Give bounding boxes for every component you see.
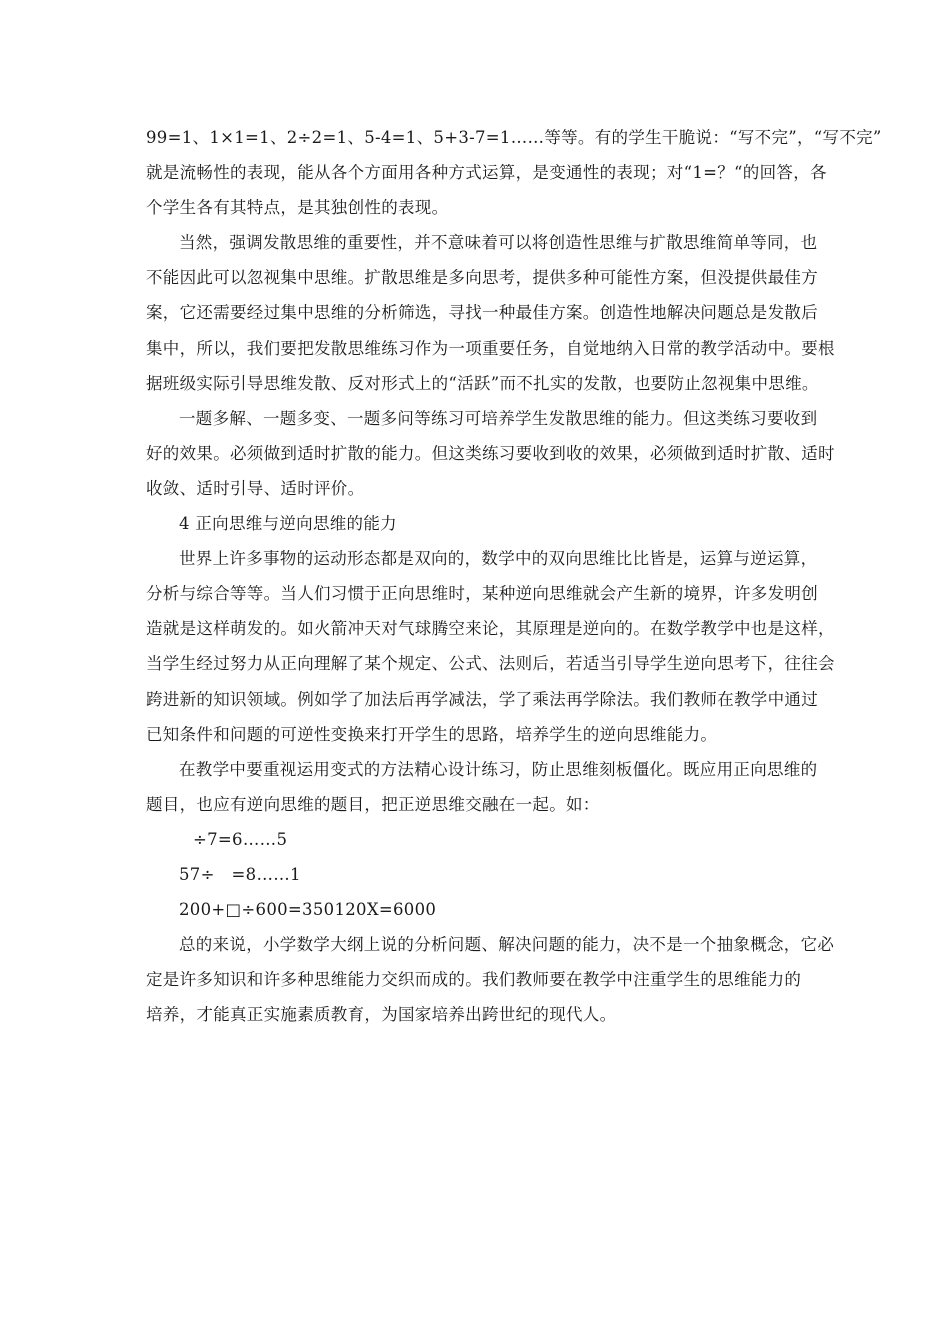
formula-line: 200+□÷600=350120X=6000 — [179, 900, 437, 920]
paragraph-start: 在教学中要重视运用变式的方法精心设计练习，防止思维刻板僵化。既应用正向思维的 — [179, 759, 818, 779]
paragraph-start: 总的来说，小学数学大纲上说的分析问题、解决问题的能力，决不是一个抽象概念，它必 — [179, 935, 835, 955]
text-line: 据班级实际引导思维发散、反对形式上的“活跃”而不扎实的发散，也要防止忽视集中思维。 — [146, 373, 819, 393]
text-line: 分析与综合等等。当人们习惯于正向思维时，某种逆向思维就会产生新的境界，许多发明创 — [146, 584, 818, 604]
formula-line: 57÷ =8……1 — [179, 864, 301, 884]
text-line: 案，它还需要经过集中思维的分析筛选，寻找一种最佳方案。创造性地解决问题总是发散后 — [146, 303, 818, 323]
text-line: 跨进新的知识领域。例如学了加法后再学减法，学了乘法再学除法。我们教师在教学中通过 — [146, 689, 818, 709]
text-line: 不能因此可以忽视集中思维。扩散思维是多向思考，提供多种可能性方案，但没提供最佳方 — [146, 268, 818, 288]
paragraph-start: 当然，强调发散思维的重要性，并不意味着可以将创造性思维与扩散思维简单等同，也 — [179, 233, 818, 253]
text-line: 99=1、1×1=1、2÷2=1、5-4=1、5+3-7=1……等等。有的学生干脆说：“写不完”，“写不完” — [146, 128, 882, 147]
text-line: 好的效果。必须做到适时扩散的能力。但这类练习要收到收的效果，必须做到适时扩散、适时 — [146, 443, 835, 463]
text-line: 题目，也应有逆向思维的题目，把正逆思维交融在一起。如： — [146, 794, 600, 814]
paragraph-start: 一题多解、一题多变、一题多问等练习可培养学生发散思维的能力。但这类练习要收到 — [179, 408, 818, 428]
text-line: 个学生各有其特点，是其独创性的表现。 — [146, 198, 449, 218]
formula-line: ÷7=6……5 — [193, 829, 288, 849]
text-line: 收敛、适时引导、适时评价。 — [146, 478, 365, 498]
text-line: 当学生经过努力从正向理解了某个规定、公式、法则后，若适当引导学生逆向思考下，往往会 — [146, 654, 835, 674]
text-line: 就是流畅性的表现，能从各个方面用各种方式运算，是变通性的表现；对“1=？“的回答，各 — [146, 163, 827, 183]
text-line: 集中，所以，我们要把发散思维练习作为一项重要任务，自觉地纳入日常的教学活动中。要根 — [146, 338, 835, 358]
paragraph-start: 世界上许多事物的运动形态都是双向的，数学中的双向思维比比皆是，运算与逆运算， — [179, 549, 818, 569]
text-line: 培养，才能真正实施素质教育，为国家培养出跨世纪的现代人。 — [146, 1005, 617, 1025]
document-body — [146, 120, 882, 1032]
text-line: 造就是这样萌发的。如火箭冲天对气球腾空来论，其原理是逆向的。在数学教学中也是这样， — [146, 619, 835, 639]
section-heading: 4 正向思维与逆向思维的能力 — [179, 514, 397, 534]
text-line: 已知条件和问题的可逆性变换来打开学生的思路，培养学生的逆向思维能力。 — [146, 724, 718, 744]
text-line: 定是许多知识和许多种思维能力交织而成的。我们教师要在教学中注重学生的思维能力的 — [146, 970, 802, 990]
